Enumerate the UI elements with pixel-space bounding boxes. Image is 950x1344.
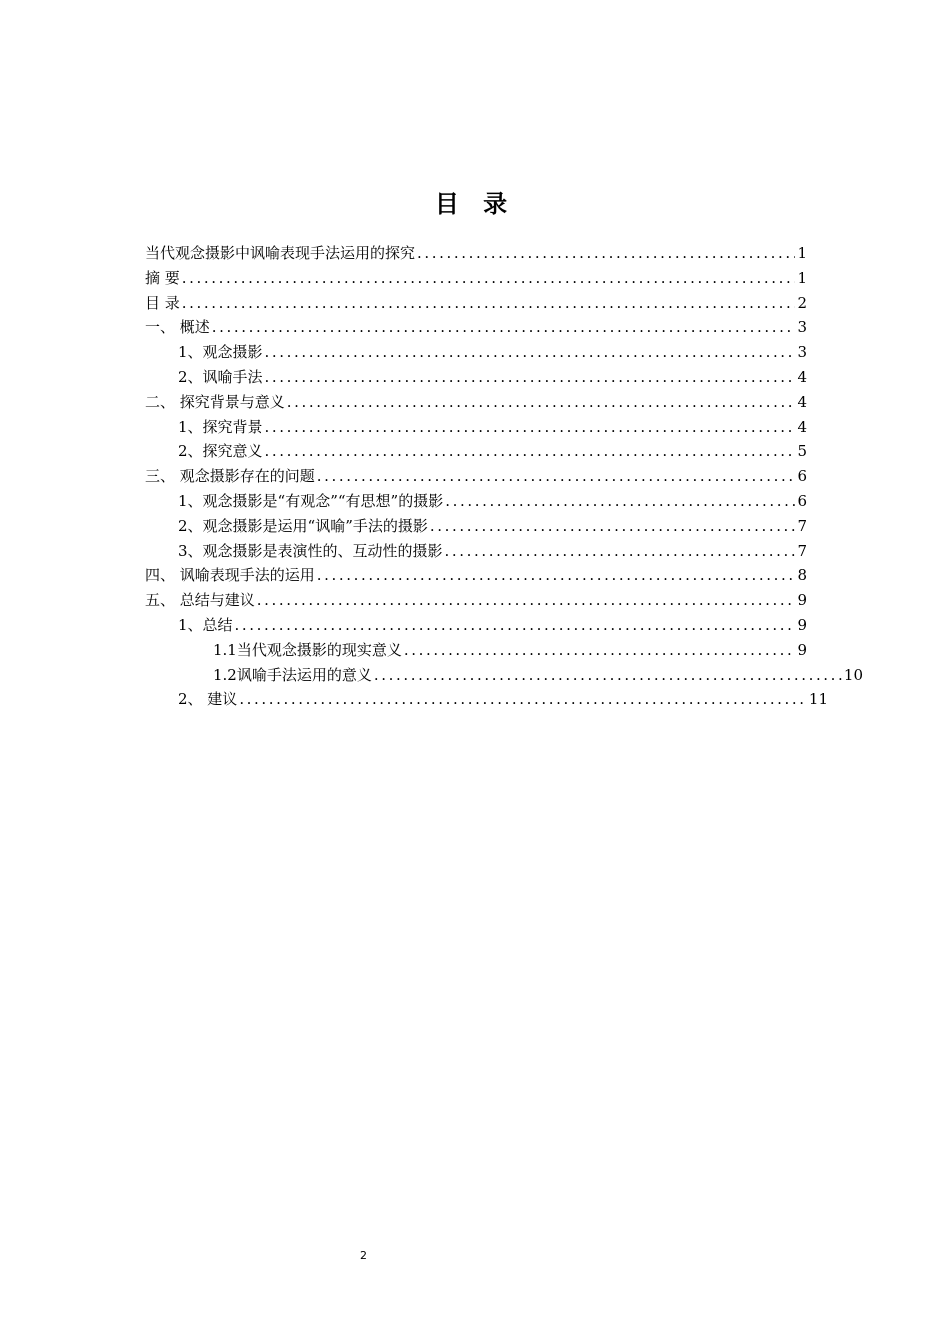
toc-entry[interactable] [145, 613, 807, 638]
toc-entry-page: 4 [797, 417, 807, 436]
toc-dot-leader [257, 588, 796, 613]
toc-entry-page: 2 [797, 293, 807, 312]
toc-entry[interactable] [145, 315, 807, 340]
toc-entry-page: 9 [797, 591, 807, 610]
toc-entry[interactable] [145, 563, 807, 588]
toc-dot-leader [212, 315, 796, 340]
toc-entry-page: 7 [797, 516, 807, 535]
toc-dot-leader [445, 489, 795, 514]
toc-entry[interactable] [145, 514, 807, 539]
table-of-contents [145, 241, 863, 712]
toc-entry-page: 1 [797, 268, 807, 287]
toc-entry-label: 三、 观念摄影存在的问题 [145, 467, 315, 486]
toc-entry-label: 目 录 [145, 293, 180, 312]
toc-dot-leader [417, 241, 795, 266]
toc-entry[interactable] [145, 241, 807, 266]
toc-entry-label: 一、 概述 [145, 318, 210, 337]
toc-dot-leader [265, 415, 796, 440]
toc-entry[interactable] [145, 415, 807, 440]
toc-entry-page: 7 [797, 541, 807, 560]
toc-dot-leader [374, 663, 842, 688]
toc-entry-label: 1、观念摄影 [178, 343, 263, 362]
toc-entry[interactable] [145, 365, 807, 390]
toc-entry[interactable] [145, 539, 807, 564]
toc-entry-label: 2、探究意义 [178, 442, 263, 461]
toc-entry-page: 9 [797, 615, 807, 634]
toc-entry[interactable] [145, 291, 807, 316]
page-title: 目 录 [434, 190, 516, 218]
toc-entry-label: 1、探究背景 [178, 417, 263, 436]
toc-dot-leader [265, 439, 796, 464]
toc-dot-leader [265, 340, 796, 365]
toc-entry-label: 1.1当代观念摄影的现实意义 [213, 640, 402, 659]
toc-entry-label: 3、观念摄影是表演性的、互动性的摄影 [178, 541, 443, 560]
toc-entry-page: 11 [808, 690, 828, 709]
toc-entry[interactable] [145, 390, 807, 415]
toc-dot-leader [239, 687, 807, 712]
toc-entry[interactable] [145, 489, 807, 514]
toc-entry-page: 6 [797, 491, 807, 510]
toc-entry-label: 四、 讽喻表现手法的运用 [145, 566, 315, 585]
toc-dot-leader [404, 638, 796, 663]
toc-entry-page: 3 [797, 318, 807, 337]
toc-entry[interactable] [145, 588, 807, 613]
toc-entry[interactable] [145, 663, 863, 688]
toc-entry[interactable] [145, 464, 807, 489]
toc-entry-page: 3 [797, 343, 807, 362]
toc-dot-leader [287, 390, 796, 415]
toc-entry[interactable] [145, 266, 807, 291]
toc-dot-leader [235, 613, 796, 638]
toc-entry-label: 2、 建议 [178, 690, 238, 709]
toc-entry-page: 10 [843, 665, 863, 684]
toc-entry-page: 1 [797, 244, 807, 262]
toc-entry[interactable] [145, 439, 807, 464]
toc-entry-page: 9 [797, 640, 807, 659]
toc-entry-label: 2、观念摄影是运用“讽喻”手法的摄影 [178, 516, 428, 535]
toc-dot-leader [265, 365, 796, 390]
toc-dot-leader [182, 291, 796, 316]
toc-entry[interactable] [145, 638, 807, 663]
toc-entry-label: 1、总结 [178, 615, 233, 634]
toc-entry-page: 8 [797, 566, 807, 585]
toc-dot-leader [430, 514, 796, 539]
toc-dot-leader [317, 464, 796, 489]
toc-dot-leader [445, 539, 796, 564]
toc-entry-label: 当代观念摄影中讽喻表现手法运用的探究 [145, 244, 416, 262]
toc-entry-label: 摘 要 [145, 268, 180, 287]
footer-page-number: 2 [360, 1249, 367, 1262]
toc-entry-label: 五、 总结与建议 [145, 591, 255, 610]
toc-entry-page: 6 [797, 467, 807, 486]
toc-entry-label: 1.2讽喻手法运用的意义 [213, 665, 372, 684]
toc-dot-leader [182, 266, 796, 291]
toc-entry-page: 4 [797, 367, 807, 386]
toc-entry-page: 4 [797, 392, 807, 411]
toc-entry-label: 二、 探究背景与意义 [145, 392, 285, 411]
toc-entry-label: 1、观念摄影是“有观念”“有思想”的摄影 [178, 491, 444, 510]
toc-dot-leader [317, 563, 796, 588]
toc-entry[interactable] [145, 687, 828, 712]
toc-entry-label: 2、讽喻手法 [178, 367, 263, 386]
toc-entry-page: 5 [797, 442, 807, 461]
toc-entry[interactable] [145, 340, 807, 365]
